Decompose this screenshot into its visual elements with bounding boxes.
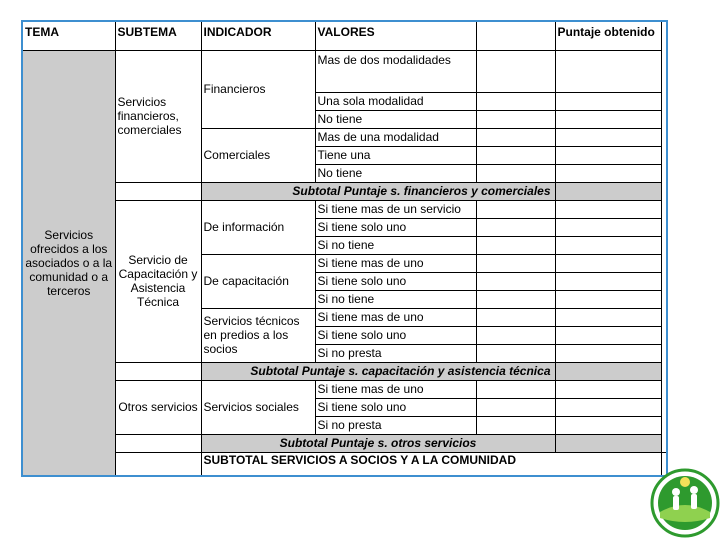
score-cell[interactable] (555, 416, 661, 434)
valor-cap-3: Si no tiene (315, 290, 476, 308)
blank-cell (476, 380, 555, 398)
total-label: SUBTOTAL SERVICIOS A SOCIOS Y A LA COMUNIDAD (201, 452, 661, 476)
blank-cell (476, 416, 555, 434)
blank-cell (476, 326, 555, 344)
valor-cap-1: Si tiene mas de uno (315, 254, 476, 272)
score-cell[interactable] (555, 128, 661, 146)
valor-soc-1: Si tiene mas de uno (315, 380, 476, 398)
evaluation-table (21, 20, 668, 477)
valor-tec-1: Si tiene mas de uno (315, 308, 476, 326)
blank-cell (476, 128, 555, 146)
indicador-financieros: Financieros (201, 50, 315, 128)
valor-com-3: No tiene (315, 164, 476, 182)
blank-cell (476, 200, 555, 218)
indicador-sociales: Servicios sociales (201, 380, 315, 434)
indicador-comerciales: Comerciales (201, 128, 315, 182)
tema-cell: Servicios ofrecidos a los asociados o a la comunidad o a terceros (22, 50, 115, 476)
valor-tec-2: Si tiene solo uno (315, 326, 476, 344)
header-puntaje: Puntaje obtenido (555, 21, 661, 50)
blank-cell (476, 92, 555, 110)
blank-cell (476, 344, 555, 362)
score-cell[interactable] (555, 290, 661, 308)
valor-fin-2: Una sola modalidad (315, 92, 476, 110)
subtema-capacitacion: Servicio de Capacitación y Asistencia Técnica (115, 200, 201, 362)
header-tema: TEMA (22, 21, 115, 50)
header-blank (476, 21, 555, 50)
valor-fin-1: Mas de dos modalidades (315, 50, 476, 92)
score-cell[interactable] (555, 164, 661, 182)
blank-cell (476, 254, 555, 272)
valor-com-1: Mas de una modalidad (315, 128, 476, 146)
subtotal-capacitacion: Subtotal Puntaje s. capacitación y asistencia técnica (201, 362, 555, 380)
subtotal-otros: Subtotal Puntaje s. otros servicios (201, 434, 555, 452)
indicador-capacitacion: De capacitación (201, 254, 315, 308)
blank-cell (476, 164, 555, 182)
blank-cell (476, 308, 555, 326)
valor-inf-2: Si tiene solo uno (315, 218, 476, 236)
subtotal-financieros-score[interactable] (555, 182, 661, 200)
valor-tec-3: Si no presta (315, 344, 476, 362)
blank-cell (476, 146, 555, 164)
valor-soc-2: Si tiene solo uno (315, 398, 476, 416)
subtotal-otros-score[interactable] (555, 434, 661, 452)
total-blank (115, 452, 201, 476)
indicador-tecnicos: Servicios técnicos en predios a los socios (201, 308, 315, 362)
score-cell[interactable] (555, 92, 661, 110)
blank-cell (476, 398, 555, 416)
score-cell[interactable] (555, 398, 661, 416)
score-cell[interactable] (555, 272, 661, 290)
blank-cell (476, 50, 555, 92)
score-cell[interactable] (555, 254, 661, 272)
score-cell[interactable] (555, 218, 661, 236)
score-cell[interactable] (555, 50, 661, 92)
score-cell[interactable] (555, 200, 661, 218)
valor-fin-3: No tiene (315, 110, 476, 128)
blank-cell (476, 110, 555, 128)
blank-cell (476, 272, 555, 290)
valor-soc-3: Si no presta (315, 416, 476, 434)
score-cell[interactable] (555, 380, 661, 398)
organization-logo-icon (650, 468, 720, 538)
header-valores: VALORES (315, 21, 476, 50)
header-subtema: SUBTEMA (115, 21, 201, 50)
subtotal-financieros: Subtotal Puntaje s. financieros y comerciales (201, 182, 555, 200)
score-cell[interactable] (555, 344, 661, 362)
subtema-financieros: Servicios financieros, comerciales (115, 50, 201, 182)
score-cell[interactable] (555, 308, 661, 326)
valor-com-2: Tiene una (315, 146, 476, 164)
valor-inf-3: Si no tiene (315, 236, 476, 254)
blank-cell (476, 236, 555, 254)
score-cell[interactable] (555, 146, 661, 164)
score-cell[interactable] (555, 110, 661, 128)
blank-cell (476, 290, 555, 308)
score-cell[interactable] (555, 236, 661, 254)
header-indicador: INDICADOR (201, 21, 315, 50)
subtotal-capacitacion-score[interactable] (555, 362, 661, 380)
valor-inf-1: Si tiene mas de un servicio (315, 200, 476, 218)
indicador-informacion: De información (201, 200, 315, 254)
blank-cell (476, 218, 555, 236)
valor-cap-2: Si tiene solo uno (315, 272, 476, 290)
score-cell[interactable] (555, 326, 661, 344)
subtema-otros: Otros servicios (115, 380, 201, 434)
